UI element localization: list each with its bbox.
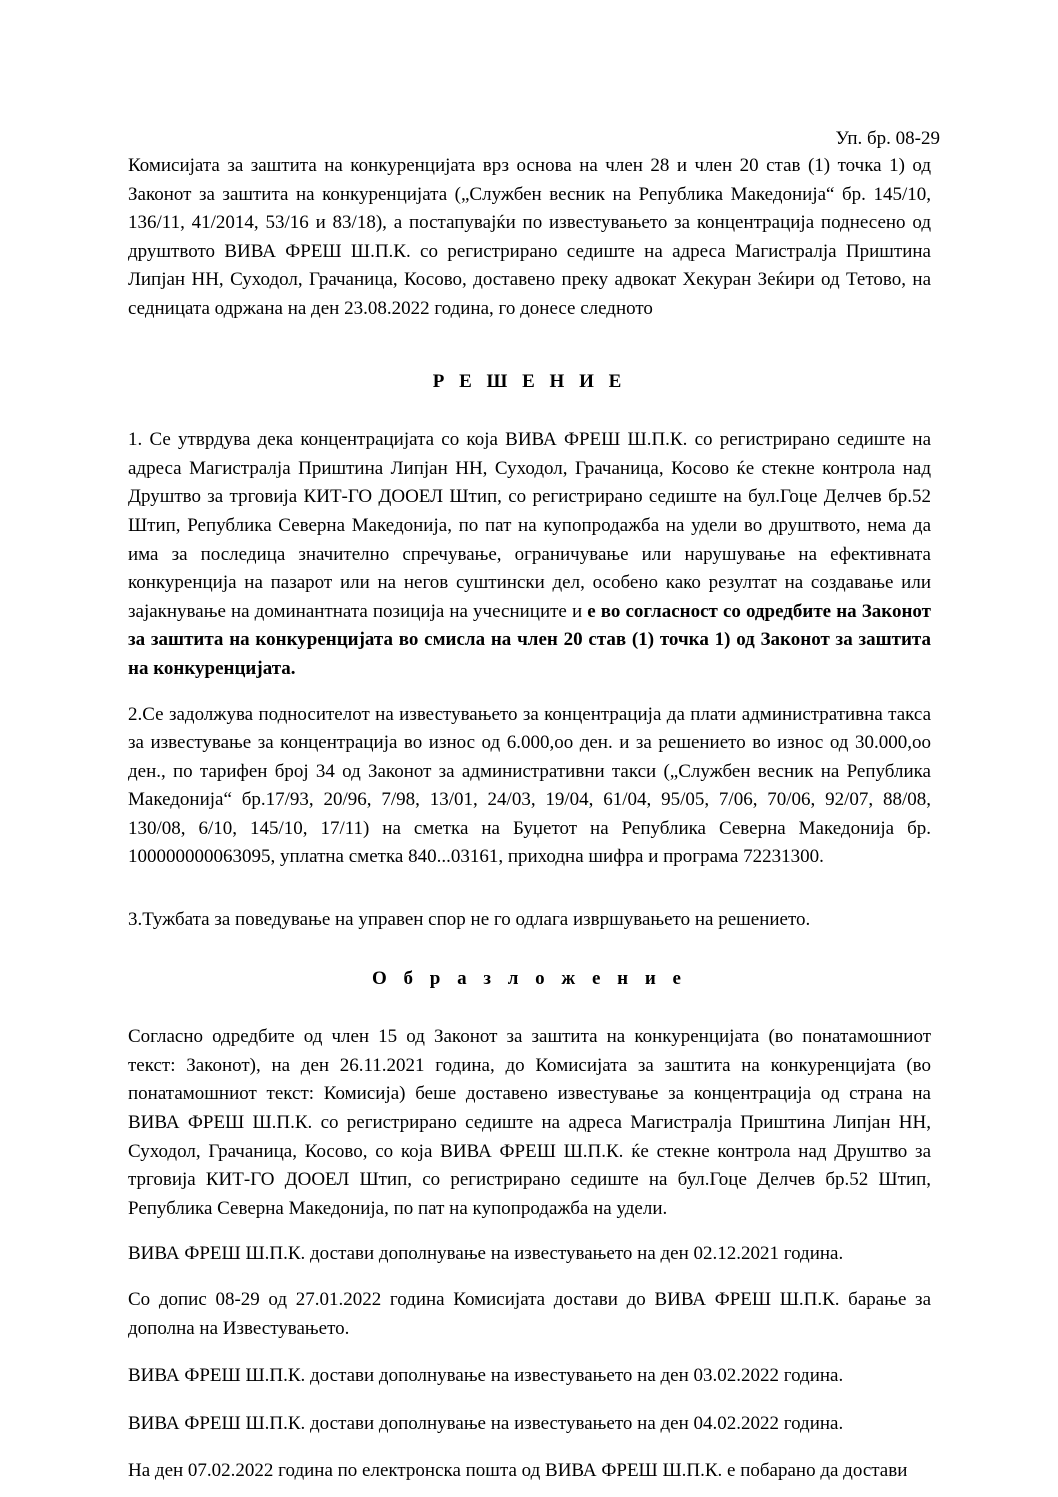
decision-point-1-bold: е во согласност со одредбите на Законот за заштита на конкуренцијата во смисла на член 20 став (1) точка 1) од Законот за заштита на конкуренцијата.: [128, 600, 931, 679]
decision-point-2: 2.Се задолжува подносителот на известувањето за концентрација да плати административна такса за известување за концентрација во износ од 6.000,оо ден. и за решението во износ од 30.000,оо ден., по тарифен број 34 од Законот за административни такси („Службен весник на Република Македонија“ бр.17/93, 20/96, 7/98, 13/01, 24/03, 19/04, 61/04, 95/05, 7/06, 70/06, 92/07, 88/08, 130/08, 6/10, 145/10, 17/11) на сметка на Буџетот на Република Северна Македонија бр. 100000000063095, уплатна сметка 840...03161, приходна шифра и програма 72231300.: [128, 703, 931, 868]
document-body: [128, 152, 931, 1486]
intro-paragraph: Комисијата за заштита на конкуренцијата врз основа на член 28 и член 20 став (1) точка 1) од Законот за заштита на конкуренцијата („Службен весник на Република Македонија“ бр. 145/10, 136/11, 41/2014, 53/16 и 83/18), а постапувајќи по известувањето за концентрација поднесено од друштвото ВИВА ФРЕШ Ш.П.К. со регистрирано седиште на адреса Магистралја Приштина Липјан НН, Суходол, Грачаница, Косово, доставено преку адвокат Хекуран Зеќири од Тетово, на седницата одржана на ден 23.08.2022 година, го донесе следното: [128, 155, 931, 319]
decision-heading: Р Е Ш Е Н И Е: [432, 370, 627, 392]
explanation-paragraph: Со допис 08-29 од 27.01.2022 година Комисијата достави до ВИВА ФРЕШ Ш.П.К. барање за дополна на Известувањето.: [128, 1289, 931, 1339]
explanation-paragraph: ВИВА ФРЕШ Ш.П.К. достави дополнување на известувањето на ден 03.02.2022 година.: [128, 1365, 844, 1387]
decision-point-1: [128, 426, 931, 683]
explanation-paragraph: Согласно одредбите од член 15 од Законот за заштита на конкуренцијата (во понатамошниот текст: Законот), на ден 26.11.2021 година, до Комисијата за заштита на конкуренцијата (во понатамошниот текст: Комисија) беше доставено известување за концентрација од страна на ВИВА ФРЕШ Ш.П.К. со регистрирано седиште на адреса Магистралја Приштина Липјан НН, Суходол, Грачаница, Косово, со која ВИВА ФРЕШ Ш.П.К. ќе стекне контрола над Друштво за трговија КИТ-ГО ДООЕЛ Штип, со регистрирано седиште на бул.Гоце Делчев бр.52 Штип, Република Северна Македонија, по пат на купопродажба на удели.: [128, 1026, 931, 1219]
explanation-paragraph: На ден 07.02.2022 година по електронска пошта од ВИВА ФРЕШ Ш.П.К. е побарано да достави: [128, 1460, 908, 1482]
explanation-paragraph: ВИВА ФРЕШ Ш.П.К. достави дополнување на известувањето на ден 02.12.2021 година.: [128, 1243, 844, 1265]
decision-point-3: 3.Тужбата за поведување на управен спор не го одлага извршувањето на решението.: [128, 909, 811, 931]
explanation-heading: О б р а з л о ж е н и е: [372, 967, 687, 989]
reference-number: Уп. бр. 08-29: [835, 128, 940, 149]
explanation-paragraph: ВИВА ФРЕШ Ш.П.К. достави дополнување на известувањето на ден 04.02.2022 година.: [128, 1412, 844, 1434]
decision-point-1-text: 1. Се утврдува дека концентрацијата со која ВИВА ФРЕШ Ш.П.К. со регистрирано седиште на адреса Магистралја Приштина Липјан НН, Суходол, Грачаница, Косово ќе стекне контрола над Друштво за трговија КИТ-ГО ДООЕЛ Штип, со регистрирано седиште на бул.Гоце Делчев бр.52 Штип, Република Северна Македонија, по пат на купопродажба на удели во друштвото, нема да има за последица значително спречување, ограничување или нарушување на ефективната конкуренција на пазарот или на негов суштински дел, особено како резултат на создавање или зајакнување на доминантната позиција на учесниците и: [128, 429, 931, 622]
